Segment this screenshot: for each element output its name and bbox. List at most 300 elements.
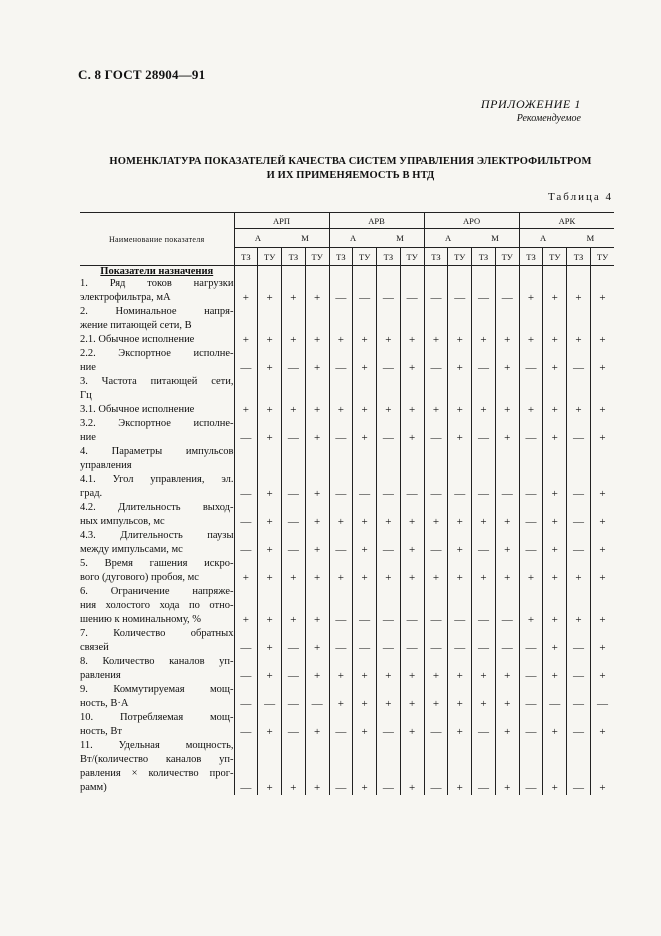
applicability-cell — [282, 445, 306, 473]
applicability-cell — [353, 305, 377, 333]
empty-cell — [400, 266, 424, 278]
applicability-cell: + — [448, 529, 472, 557]
applicability-cell — [424, 445, 448, 473]
applicability-cell: — — [472, 627, 496, 655]
applicability-cell — [495, 305, 519, 333]
column-doc-header: ТУ — [353, 248, 377, 266]
applicability-cell: + — [472, 683, 496, 711]
applicability-cell: + — [282, 585, 306, 627]
applicability-cell — [377, 305, 401, 333]
applicability-cell: + — [305, 473, 329, 501]
applicability-cell — [472, 305, 496, 333]
applicability-cell: + — [234, 403, 258, 417]
applicability-cell: — — [472, 585, 496, 627]
applicability-cell: — — [234, 711, 258, 739]
applicability-cell: — — [519, 739, 543, 795]
applicability-cell: + — [519, 585, 543, 627]
applicability-cell: + — [400, 739, 424, 795]
applicability-cell: + — [448, 683, 472, 711]
applicability-cell: + — [543, 403, 567, 417]
applicability-cell: + — [258, 557, 282, 585]
applicability-cell: + — [590, 529, 614, 557]
applicability-cell — [329, 305, 353, 333]
applicability-cell — [519, 305, 543, 333]
empty-cell — [258, 266, 282, 278]
applicability-cell: — — [519, 655, 543, 683]
applicability-cell: + — [282, 403, 306, 417]
applicability-cell: — — [377, 417, 401, 445]
applicability-cell — [234, 375, 258, 403]
applicability-cell: — — [353, 277, 377, 305]
column-group-header: АРП — [234, 213, 329, 229]
applicability-cell: — — [424, 739, 448, 795]
empty-cell — [305, 266, 329, 278]
applicability-cell — [543, 445, 567, 473]
applicability-cell: — — [424, 417, 448, 445]
applicability-cell — [590, 305, 614, 333]
indicator-name — [80, 739, 234, 795]
applicability-cell — [472, 375, 496, 403]
applicability-cell: + — [353, 347, 377, 375]
applicability-cell — [400, 305, 424, 333]
quality-indicators-table — [80, 212, 614, 795]
empty-cell — [377, 266, 401, 278]
applicability-cell: + — [543, 585, 567, 627]
applicability-cell: + — [258, 347, 282, 375]
applicability-cell — [377, 445, 401, 473]
appendix-title: ПРИЛОЖЕНИЕ 1 — [480, 97, 581, 111]
column-subgroup-header: М — [567, 229, 615, 248]
applicability-cell — [519, 445, 543, 473]
appendix-status: Рекомендуемое — [516, 113, 581, 124]
applicability-cell: — — [234, 347, 258, 375]
indicator-name — [80, 417, 234, 445]
applicability-cell: + — [258, 585, 282, 627]
indicator-name-line: 6. Ограничение напряже- — [80, 586, 234, 597]
indicator-name-line: равления × количество прог- — [80, 768, 234, 779]
applicability-cell: + — [424, 501, 448, 529]
column-doc-header: ТЗ — [377, 248, 401, 266]
indicator-name — [80, 529, 234, 557]
applicability-cell: + — [234, 277, 258, 305]
table-row — [80, 277, 614, 305]
indicator-name-line: ных импульсов, мс — [80, 516, 165, 527]
applicability-cell: — — [282, 417, 306, 445]
empty-cell — [567, 266, 591, 278]
table-row — [80, 711, 614, 739]
applicability-cell: + — [472, 557, 496, 585]
appendix-label — [481, 97, 581, 124]
empty-cell — [472, 266, 496, 278]
column-doc-header: ТУ — [400, 248, 424, 266]
applicability-cell — [448, 305, 472, 333]
indicator-name — [80, 501, 234, 529]
applicability-cell: + — [495, 529, 519, 557]
applicability-cell: — — [448, 277, 472, 305]
applicability-cell — [543, 305, 567, 333]
applicability-cell: + — [472, 655, 496, 683]
applicability-cell: — — [282, 627, 306, 655]
indicator-name — [80, 683, 234, 711]
applicability-cell: — — [567, 529, 591, 557]
page-header: С. 8 ГОСТ 28904—91 — [78, 67, 206, 82]
applicability-cell: — — [329, 739, 353, 795]
table-row — [80, 445, 614, 473]
indicator-name-line: 4. Параметры импульсов — [80, 446, 234, 457]
applicability-cell: — — [448, 473, 472, 501]
table-row — [80, 305, 614, 333]
applicability-cell: — — [567, 683, 591, 711]
applicability-cell: — — [519, 501, 543, 529]
indicator-name — [80, 655, 234, 683]
applicability-cell: — — [377, 739, 401, 795]
indicator-name — [80, 305, 234, 333]
applicability-cell: — — [567, 739, 591, 795]
indicator-name — [80, 557, 234, 585]
column-group-header: АРО — [424, 213, 519, 229]
applicability-cell — [258, 375, 282, 403]
applicability-cell: + — [377, 333, 401, 347]
applicability-cell: + — [424, 655, 448, 683]
indicator-name-line: 3.2. Экспортное исполне- — [80, 418, 234, 429]
applicability-cell — [234, 305, 258, 333]
applicability-cell: — — [377, 347, 401, 375]
applicability-cell: + — [543, 473, 567, 501]
applicability-cell: + — [495, 557, 519, 585]
applicability-cell: — — [400, 277, 424, 305]
table-row — [80, 347, 614, 375]
applicability-cell: + — [329, 403, 353, 417]
applicability-cell: + — [590, 277, 614, 305]
applicability-cell: + — [543, 655, 567, 683]
applicability-cell: — — [567, 501, 591, 529]
applicability-cell: + — [305, 529, 329, 557]
applicability-cell: + — [590, 711, 614, 739]
applicability-cell: + — [400, 347, 424, 375]
empty-cell — [448, 266, 472, 278]
applicability-cell — [567, 375, 591, 403]
applicability-cell: + — [258, 739, 282, 795]
applicability-cell: + — [495, 333, 519, 347]
column-subgroup-header: А — [329, 229, 377, 248]
column-subgroup-header: А — [234, 229, 282, 248]
applicability-cell — [400, 375, 424, 403]
table-row — [80, 501, 614, 529]
applicability-cell: + — [305, 627, 329, 655]
applicability-cell — [495, 445, 519, 473]
column-doc-header: ТЗ — [329, 248, 353, 266]
applicability-cell: — — [543, 683, 567, 711]
table-row — [80, 333, 614, 347]
applicability-cell: + — [329, 333, 353, 347]
applicability-cell: + — [258, 473, 282, 501]
applicability-cell: + — [543, 277, 567, 305]
applicability-cell — [329, 445, 353, 473]
empty-cell — [590, 266, 614, 278]
empty-cell — [234, 266, 258, 278]
applicability-cell: — — [495, 585, 519, 627]
applicability-cell: — — [234, 417, 258, 445]
applicability-cell: + — [543, 501, 567, 529]
applicability-cell: + — [305, 403, 329, 417]
applicability-cell: + — [567, 403, 591, 417]
indicator-name-line: шению к номинальному, % — [80, 614, 202, 625]
applicability-cell — [543, 375, 567, 403]
applicability-cell: — — [282, 473, 306, 501]
applicability-cell: + — [543, 627, 567, 655]
indicator-name-line: вого (дугового) пробоя, мс — [80, 572, 199, 583]
applicability-cell: + — [377, 655, 401, 683]
table-row — [80, 585, 614, 627]
applicability-cell: + — [305, 333, 329, 347]
table-row — [80, 627, 614, 655]
applicability-cell: + — [305, 277, 329, 305]
column-doc-header: ТЗ — [567, 248, 591, 266]
applicability-cell: + — [305, 585, 329, 627]
applicability-cell: + — [282, 333, 306, 347]
column-doc-header: ТУ — [305, 248, 329, 266]
empty-cell — [519, 266, 543, 278]
applicability-cell: + — [258, 711, 282, 739]
applicability-cell: — — [329, 711, 353, 739]
title-line-1: НОМЕНКЛАТУРА ПОКАЗАТЕЛЕЙ КАЧЕСТВА СИСТЕМ УПРАВЛЕНИЯ ЭЛЕКТРОФИЛЬТРОМ — [109, 156, 592, 167]
empty-cell — [495, 266, 519, 278]
indicator-name-line: 7. Количество обратных — [80, 628, 234, 639]
applicability-cell: + — [305, 655, 329, 683]
applicability-cell: + — [590, 627, 614, 655]
indicator-name-line: Гц — [80, 390, 92, 401]
applicability-cell: + — [377, 683, 401, 711]
indicator-name-line: 4.3. Длительность паузы — [80, 530, 234, 541]
indicator-name — [80, 375, 234, 403]
empty-cell — [543, 266, 567, 278]
applicability-cell: — — [567, 627, 591, 655]
table-row — [80, 739, 614, 795]
applicability-cell: + — [305, 557, 329, 585]
column-subgroup-header: А — [424, 229, 472, 248]
applicability-cell: — — [234, 473, 258, 501]
applicability-cell: + — [448, 711, 472, 739]
applicability-cell: — — [472, 277, 496, 305]
applicability-cell — [590, 375, 614, 403]
applicability-cell: + — [353, 557, 377, 585]
applicability-cell: — — [377, 627, 401, 655]
indicator-name-line: связей — [80, 642, 109, 653]
applicability-cell: — — [329, 529, 353, 557]
applicability-cell: + — [543, 417, 567, 445]
table-label: Таблица 4 — [547, 191, 613, 203]
indicator-name — [80, 333, 234, 347]
applicability-cell: — — [282, 529, 306, 557]
applicability-cell: — — [282, 655, 306, 683]
applicability-cell: — — [234, 655, 258, 683]
column-subgroup-header: М — [472, 229, 520, 248]
applicability-cell: + — [377, 557, 401, 585]
applicability-cell: + — [543, 711, 567, 739]
applicability-cell — [519, 375, 543, 403]
column-doc-header: ТЗ — [519, 248, 543, 266]
applicability-cell: + — [567, 277, 591, 305]
applicability-cell — [567, 445, 591, 473]
indicator-name-line: 11. Удельная мощность, — [80, 740, 234, 751]
applicability-cell: + — [353, 501, 377, 529]
applicability-cell: — — [495, 627, 519, 655]
column-subgroup-header: М — [377, 229, 425, 248]
table-row — [80, 375, 614, 403]
applicability-cell: + — [472, 333, 496, 347]
applicability-cell — [305, 305, 329, 333]
applicability-cell: — — [400, 473, 424, 501]
applicability-cell: + — [519, 333, 543, 347]
empty-cell — [424, 266, 448, 278]
indicator-name-line: 10. Потребляемая мощ- — [80, 712, 234, 723]
indicator-name — [80, 473, 234, 501]
indicator-name — [80, 585, 234, 627]
applicability-cell: + — [353, 417, 377, 445]
indicator-name — [80, 347, 234, 375]
applicability-cell: — — [377, 277, 401, 305]
column-subgroup-header: М — [282, 229, 330, 248]
applicability-cell: — — [282, 501, 306, 529]
applicability-cell — [400, 445, 424, 473]
applicability-cell: — — [282, 683, 306, 711]
applicability-cell: + — [258, 417, 282, 445]
applicability-cell: + — [424, 403, 448, 417]
applicability-cell: + — [377, 403, 401, 417]
indicator-name — [80, 627, 234, 655]
section-title: Показатели назначения — [100, 266, 214, 277]
applicability-cell: — — [329, 473, 353, 501]
applicability-cell: + — [495, 417, 519, 445]
applicability-cell: — — [400, 585, 424, 627]
indicator-name-line: между импульсами, мс — [80, 544, 183, 555]
applicability-cell: + — [353, 529, 377, 557]
applicability-cell: — — [472, 739, 496, 795]
applicability-cell — [377, 375, 401, 403]
applicability-cell — [353, 375, 377, 403]
table-row — [80, 683, 614, 711]
applicability-cell — [305, 445, 329, 473]
applicability-cell: — — [234, 739, 258, 795]
applicability-cell: — — [353, 585, 377, 627]
applicability-cell: + — [495, 683, 519, 711]
indicator-name-line: ние — [80, 432, 96, 443]
applicability-cell: — — [329, 277, 353, 305]
applicability-cell: — — [424, 711, 448, 739]
applicability-cell: + — [590, 655, 614, 683]
applicability-cell: + — [258, 403, 282, 417]
applicability-cell: — — [424, 529, 448, 557]
applicability-cell: — — [495, 277, 519, 305]
applicability-cell: — — [519, 417, 543, 445]
applicability-cell: + — [448, 501, 472, 529]
applicability-cell: — — [567, 347, 591, 375]
indicator-name-line: электрофильтра, мА — [80, 292, 171, 303]
indicator-name-line: 9. Коммутируемая мощ- — [80, 684, 234, 695]
applicability-cell: + — [424, 683, 448, 711]
applicability-cell: — — [234, 529, 258, 557]
column-doc-header: ТЗ — [234, 248, 258, 266]
column-group-header: АРВ — [329, 213, 424, 229]
empty-cell — [329, 266, 353, 278]
column-header-name: Наименование показателя — [80, 213, 234, 266]
applicability-cell: + — [329, 557, 353, 585]
applicability-cell — [495, 375, 519, 403]
applicability-cell: + — [495, 501, 519, 529]
applicability-cell: — — [472, 417, 496, 445]
applicability-cell: — — [377, 711, 401, 739]
column-doc-header: ТУ — [543, 248, 567, 266]
applicability-cell: + — [495, 655, 519, 683]
applicability-cell: + — [424, 333, 448, 347]
table-row — [80, 403, 614, 417]
applicability-cell: + — [258, 529, 282, 557]
applicability-cell — [472, 445, 496, 473]
applicability-cell: + — [543, 333, 567, 347]
applicability-cell: — — [519, 347, 543, 375]
applicability-cell: — — [567, 417, 591, 445]
column-doc-header: ТУ — [258, 248, 282, 266]
applicability-cell: + — [495, 711, 519, 739]
applicability-cell: — — [567, 473, 591, 501]
indicator-name-line: 4.2. Длительность выход- — [80, 502, 234, 513]
applicability-cell: + — [400, 501, 424, 529]
applicability-cell — [329, 375, 353, 403]
applicability-cell: + — [234, 585, 258, 627]
indicator-name-line: 2. Номинальное напря- — [80, 306, 234, 317]
indicator-name-line: 3. Частота питающей сети, — [80, 376, 234, 387]
applicability-cell: — — [567, 711, 591, 739]
applicability-cell: + — [495, 347, 519, 375]
table-row — [80, 417, 614, 445]
applicability-cell: — — [448, 627, 472, 655]
indicator-name-line: 5. Время гашения искро- — [80, 558, 234, 569]
indicator-name-line: рамм) — [80, 782, 107, 793]
applicability-cell: — — [424, 347, 448, 375]
applicability-cell: + — [448, 739, 472, 795]
applicability-cell: — — [329, 627, 353, 655]
applicability-cell: + — [400, 655, 424, 683]
applicability-cell: + — [258, 655, 282, 683]
applicability-cell: — — [377, 585, 401, 627]
indicator-name — [80, 403, 234, 417]
applicability-cell: + — [543, 557, 567, 585]
indicator-name-line: ния холостого хода по отно- — [80, 600, 234, 611]
applicability-cell: + — [353, 683, 377, 711]
applicability-cell — [258, 445, 282, 473]
applicability-cell: — — [258, 683, 282, 711]
table-row — [80, 529, 614, 557]
indicator-name — [80, 277, 234, 305]
applicability-cell: — — [567, 655, 591, 683]
applicability-cell: — — [519, 529, 543, 557]
applicability-cell — [258, 305, 282, 333]
column-doc-header: ТЗ — [424, 248, 448, 266]
applicability-cell — [305, 375, 329, 403]
applicability-cell: + — [400, 711, 424, 739]
indicator-name-line: 2.2. Экспортное исполне- — [80, 348, 234, 359]
applicability-cell: + — [590, 585, 614, 627]
applicability-cell: + — [448, 557, 472, 585]
applicability-cell: — — [234, 501, 258, 529]
applicability-cell: + — [495, 403, 519, 417]
applicability-cell: + — [448, 655, 472, 683]
applicability-cell: + — [305, 347, 329, 375]
indicator-name — [80, 445, 234, 473]
applicability-cell: + — [495, 739, 519, 795]
indicator-name-line: град. — [80, 488, 103, 499]
applicability-cell — [424, 375, 448, 403]
